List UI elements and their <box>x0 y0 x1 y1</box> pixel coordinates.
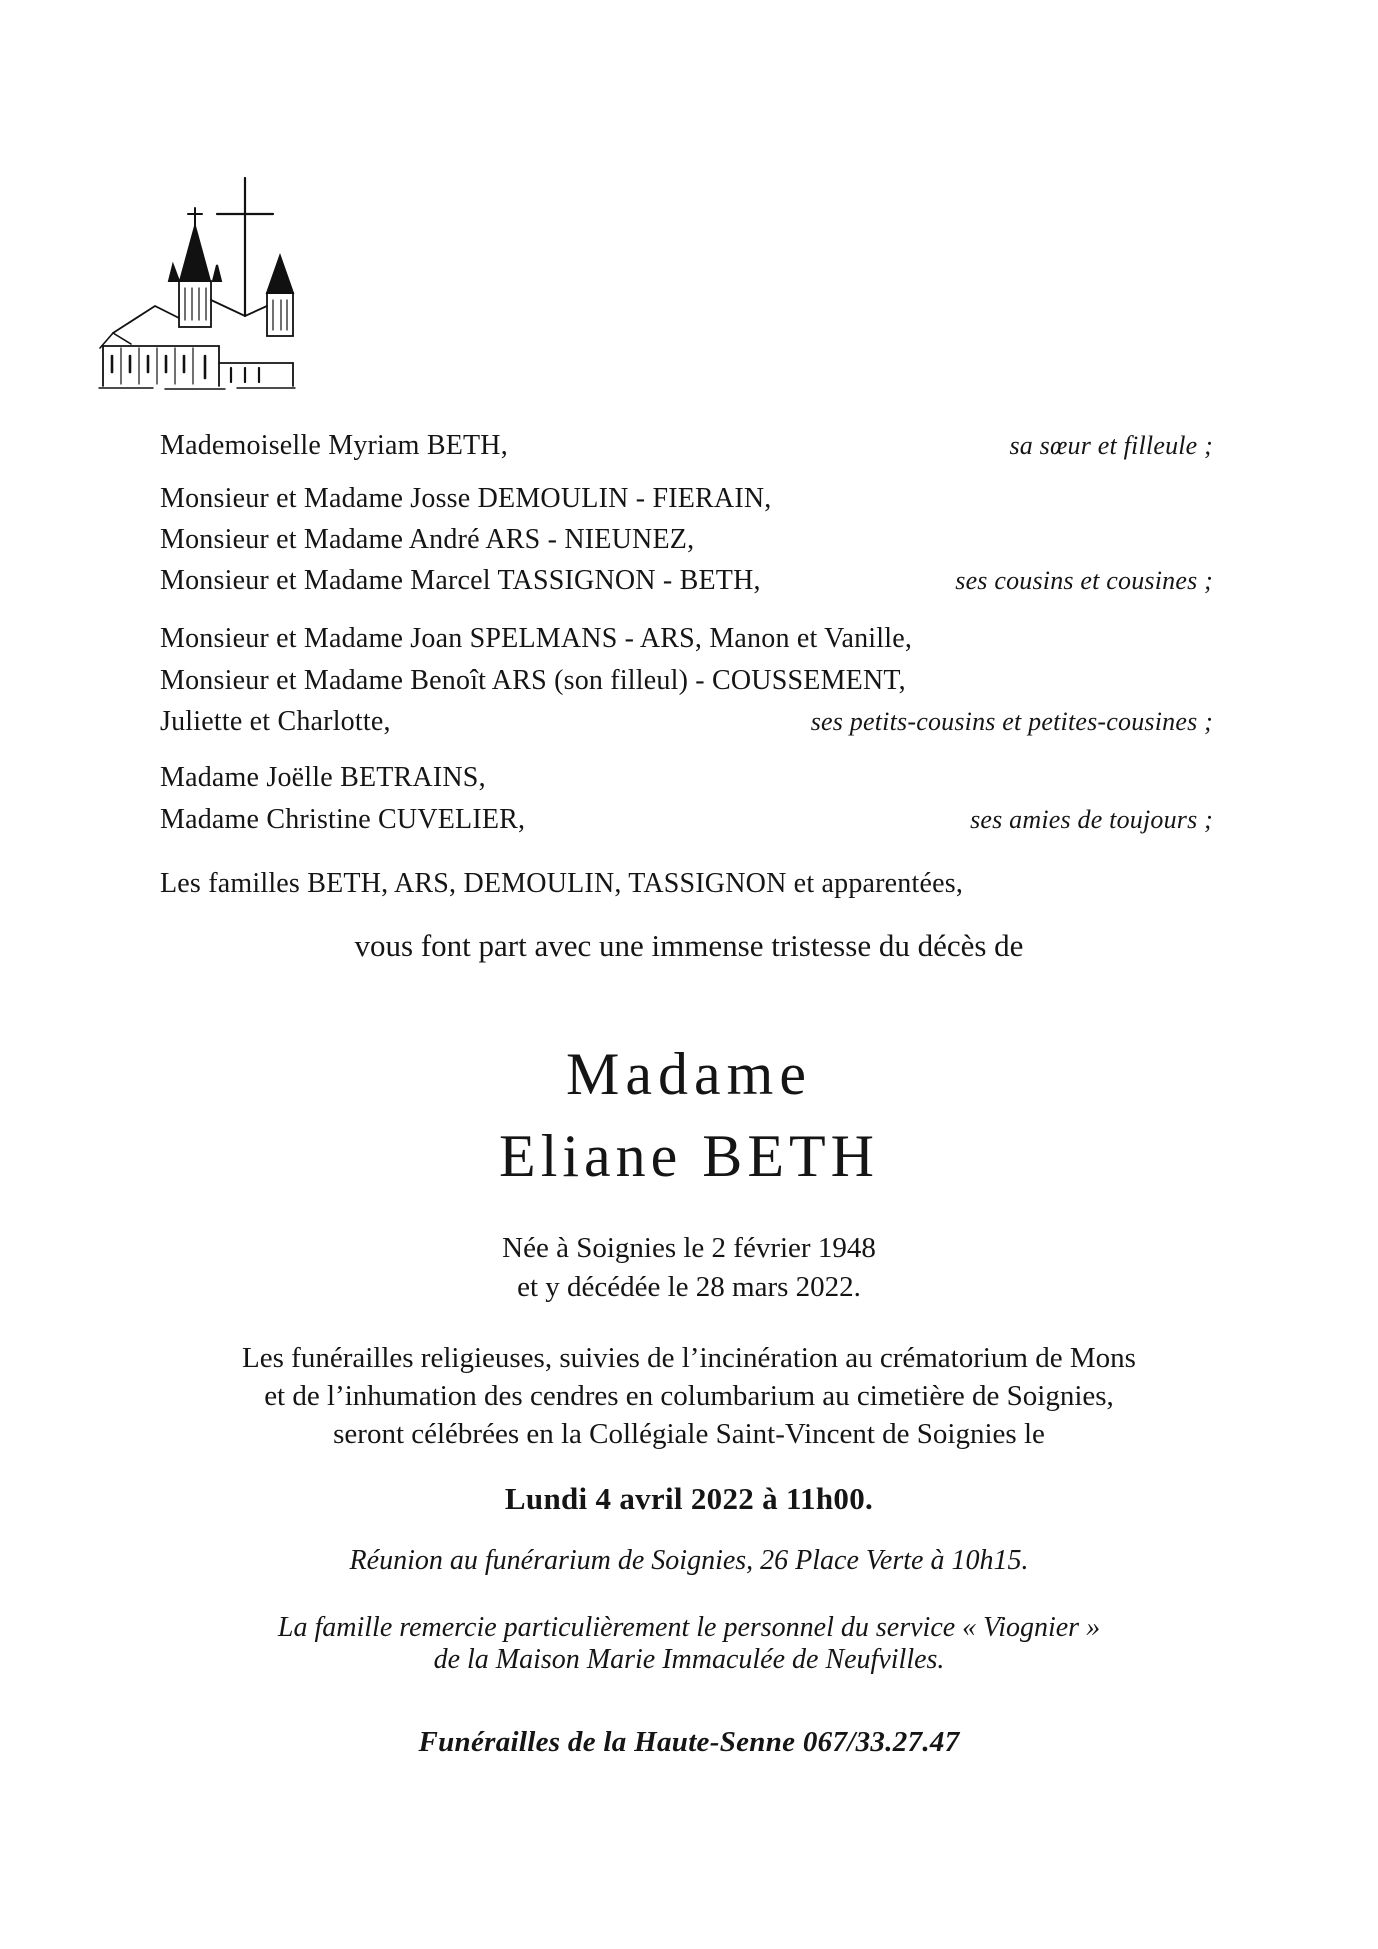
relative-name: Madame Joëlle BETRAINS, <box>160 762 486 793</box>
relative-line <box>160 762 1213 794</box>
deceased-title: Madame <box>566 1041 812 1107</box>
families-line <box>160 868 1213 900</box>
relation-label: ses cousins et cousines ; <box>955 566 1213 595</box>
ceremony-datetime: Lundi 4 avril 2022 à 11h00. <box>504 1481 874 1516</box>
relative-name: Monsieur et Madame André ARS - NIEUNEZ, <box>160 524 695 555</box>
relative-line <box>160 665 1213 697</box>
relative-name: Juliette et Charlotte, <box>160 706 391 737</box>
relation-label: sa sœur et filleule ; <box>1009 431 1213 460</box>
relation-label: ses amies de toujours ; <box>970 805 1213 834</box>
death-line: et y décédée le 28 mars 2022. <box>517 1271 861 1303</box>
relative-line <box>160 430 1213 462</box>
relative-name: Monsieur et Madame Joan SPELMANS - ARS, Manon et Vanille, <box>160 623 913 654</box>
funeral-line-2: et de l’inhumation des cendres en columbarium au cimetière de Soignies, <box>264 1380 1114 1412</box>
relative-line <box>160 524 1213 556</box>
relative-name: Monsieur et Madame Benoît ARS (son filleul) - COUSSEMENT, <box>160 665 906 696</box>
relative-name: Monsieur et Madame Josse DEMOULIN - FIERAIN, <box>160 483 772 514</box>
deceased-name: Eliane BETH <box>499 1123 879 1189</box>
relation-label: ses petits-cousins et petites-cousines ; <box>810 707 1213 736</box>
relative-line <box>160 565 1213 597</box>
announcement-intro: vous font part avec une immense tristesse du décès de <box>354 928 1024 963</box>
church-icon <box>95 148 315 393</box>
thanks-line-1: La famille remercie particulièrement le personnel du service « Viognier » <box>277 1612 1101 1643</box>
thanks-line-2: de la Maison Marie Immaculée de Neufvilles. <box>433 1644 945 1675</box>
relative-line <box>160 483 1213 515</box>
relative-line <box>160 623 1213 655</box>
birth-line: Née à Soignies le 2 février 1948 <box>502 1232 876 1264</box>
funeral-line-1: Les funérailles religieuses, suivies de l’incinération au crématorium de Mons <box>242 1342 1136 1374</box>
funeral-home-footer: Funérailles de la Haute-Senne 067/33.27.47 <box>418 1726 960 1758</box>
relative-name: Madame Christine CUVELIER, <box>160 804 526 835</box>
relative-name: Monsieur et Madame Marcel TASSIGNON - BETH, <box>160 565 761 596</box>
relative-name: Mademoiselle Myriam BETH, <box>160 430 508 461</box>
meeting-line: Réunion au funérarium de Soignies, 26 Place Verte à 10h15. <box>349 1545 1029 1576</box>
relative-line <box>160 706 1213 738</box>
families-text: Les familles BETH, ARS, DEMOULIN, TASSIGNON et apparentées, <box>160 868 964 899</box>
funeral-line-3: seront célébrées en la Collégiale Saint-Vincent de Soignies le <box>333 1418 1045 1450</box>
relative-line <box>160 804 1213 836</box>
